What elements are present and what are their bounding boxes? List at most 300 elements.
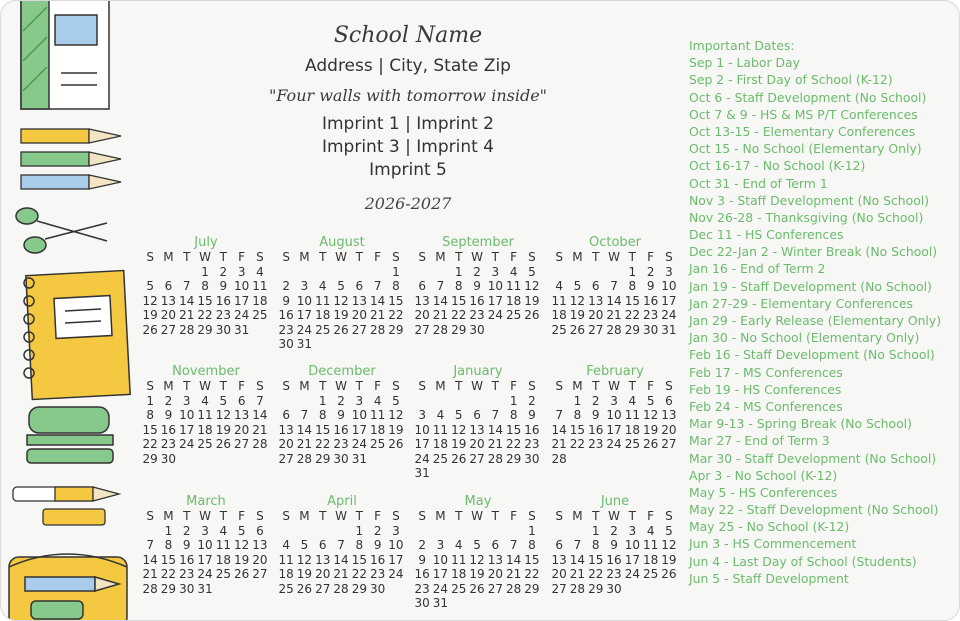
month-days [413, 379, 543, 481]
day-cell: 17 [388, 552, 404, 567]
weekday-label: T [628, 250, 636, 264]
empty-day [413, 394, 431, 409]
day-cell: 13 [661, 408, 677, 422]
day-cell: 17 [606, 422, 622, 437]
day-cell: 10 [432, 552, 449, 567]
important-date-item: Jan 30 - No School (Elementary Only) [689, 330, 920, 346]
day-cell: 15 [505, 422, 522, 437]
weekday-label: T [455, 250, 463, 264]
day-cell: 3 [182, 393, 191, 408]
empty-day [468, 394, 486, 409]
empty-day [141, 265, 159, 280]
day-cell: 15 [142, 422, 158, 437]
day-cell: 14 [179, 293, 195, 308]
weekday-label: S [146, 250, 154, 264]
important-date-item: Oct 16-17 - No School (K-12) [689, 158, 866, 174]
weekday-label: S [392, 509, 400, 523]
important-date-item: Jun 4 - Last Day of School (Students) [689, 553, 917, 569]
day-cell: 28 [569, 581, 586, 596]
empty-day [431, 524, 449, 539]
day-cell: 12 [661, 538, 677, 552]
empty-day [486, 394, 504, 409]
day-cell: 17 [197, 552, 213, 567]
day-cell: 19 [642, 422, 659, 437]
day-cell: 21 [369, 308, 386, 322]
empty-day [295, 265, 313, 280]
day-cell: 8 [591, 538, 600, 552]
month-june [550, 495, 680, 596]
spiral-notebook-icon [24, 271, 130, 400]
weekday-label: S [418, 250, 426, 264]
day-cell: 19 [333, 308, 349, 322]
day-cell: 14 [333, 552, 349, 567]
day-cell: 29 [315, 451, 331, 466]
scissors-icon [16, 208, 107, 253]
day-cell: 30 [642, 322, 659, 337]
pencil-case-icon [9, 554, 127, 621]
day-cell: 11 [551, 293, 567, 308]
day-cell: 20 [160, 308, 177, 322]
day-cell: 3 [610, 393, 618, 408]
weekday-label: W [471, 250, 483, 264]
day-cell: 24 [414, 451, 430, 466]
day-cell: 10 [179, 408, 195, 422]
day-cell: 23 [160, 437, 177, 451]
day-cell: 14 [369, 293, 386, 308]
day-cell: 11 [624, 408, 640, 422]
weekday-label: S [392, 379, 400, 393]
day-cell: 3 [491, 264, 500, 279]
day-cell: 23 [642, 308, 659, 322]
important-dates-title: Important Dates: [689, 38, 795, 53]
day-cell: 2 [418, 538, 426, 552]
day-cell: 24 [351, 437, 367, 451]
day-cell: 14 [142, 552, 158, 567]
day-cell: 25 [315, 322, 331, 337]
day-cell: 13 [315, 552, 331, 567]
weekday-label: F [238, 379, 246, 393]
day-cell: 10 [661, 279, 677, 293]
month-name: December [308, 364, 376, 379]
important-date-item: Jan 16 - End of Term 2 [689, 261, 826, 277]
important-date-item: May 22 - Staff Development (No School) [689, 502, 939, 518]
day-cell: 17 [624, 552, 640, 567]
weekday-label: W [199, 250, 211, 264]
empty-day [277, 265, 295, 280]
important-date-item: Nov 26-28 - Thanksgiving (No School) [689, 209, 924, 225]
day-cell: 18 [278, 567, 294, 581]
school-year: 2026-2027 [364, 194, 452, 213]
weekday-label: F [647, 379, 655, 393]
empty-day [568, 265, 586, 280]
weekday-label: S [555, 379, 563, 393]
day-cell: 31 [296, 337, 313, 351]
day-cell: 24 [179, 437, 195, 451]
day-cell: 3 [201, 523, 209, 538]
day-cell: 30 [333, 451, 349, 466]
day-cell: 18 [451, 567, 467, 581]
day-cell: 26 [233, 567, 250, 581]
day-cell: 4 [282, 538, 290, 552]
day-cell: 19 [469, 567, 485, 581]
day-cell: 19 [388, 422, 404, 437]
day-cell: 10 [624, 538, 640, 552]
day-cell: 14 [432, 293, 449, 308]
day-cell: 6 [164, 279, 173, 293]
day-cell: 7 [146, 538, 154, 552]
day-cell: 23 [215, 308, 231, 322]
empty-day [550, 524, 568, 539]
day-cell: 16 [414, 567, 430, 581]
weekday-label: W [608, 250, 620, 264]
day-cell: 13 [278, 422, 294, 437]
day-cell: 8 [355, 538, 364, 552]
day-cell: 5 [528, 264, 536, 279]
empty-day [295, 394, 313, 409]
day-cell: 26 [661, 567, 677, 581]
day-cell: 26 [215, 437, 231, 451]
weekday-label: W [608, 509, 620, 523]
weekday-label: M [572, 379, 583, 393]
day-cell: 21 [296, 437, 313, 451]
important-date-item: Sep 2 - First Day of School (K-12) [689, 72, 893, 88]
day-cell: 21 [505, 567, 522, 581]
day-cell: 29 [160, 581, 177, 596]
day-cell: 6 [491, 538, 500, 552]
day-cell: 12 [524, 279, 540, 293]
day-cell: 25 [278, 581, 294, 596]
empty-day [314, 524, 332, 539]
empty-day [159, 265, 177, 280]
day-cell: 25 [624, 437, 640, 451]
day-cell: 13 [487, 552, 503, 567]
day-cell: 8 [318, 408, 327, 422]
day-cell: 28 [369, 322, 386, 337]
important-date-item: Jan 29 - Early Release (Elementary Only) [689, 313, 942, 328]
empty-day [450, 524, 468, 539]
day-cell: 26 [333, 322, 349, 337]
weekday-label: M [299, 250, 310, 264]
day-cell: 7 [337, 538, 345, 552]
day-cell: 18 [369, 422, 386, 437]
day-cell: 18 [551, 308, 567, 322]
weekday-label: T [319, 250, 327, 264]
day-cell: 10 [388, 538, 404, 552]
month-days [550, 250, 680, 337]
day-cell: 4 [509, 264, 518, 279]
empty-day [504, 524, 522, 539]
day-cell: 31 [661, 322, 677, 337]
weekday-label: T [628, 379, 636, 393]
month-december [277, 365, 407, 466]
day-cell: 1 [509, 393, 518, 408]
day-cell: 24 [487, 308, 503, 322]
day-cell: 11 [278, 552, 294, 567]
weekday-label: T [355, 379, 363, 393]
day-cell: 26 [524, 308, 540, 322]
weekday-label: F [647, 250, 655, 264]
month-november [141, 365, 271, 466]
month-days [550, 379, 680, 466]
day-cell: 23 [179, 567, 195, 581]
day-cell: 16 [160, 422, 177, 437]
day-cell: 14 [551, 422, 567, 437]
day-cell: 30 [606, 581, 622, 596]
day-cell: 21 [487, 437, 503, 451]
day-cell: 9 [282, 293, 290, 308]
pencil-icon [21, 129, 121, 189]
weekday-label: M [435, 379, 446, 393]
day-cell: 16 [469, 293, 485, 308]
month-name: September [442, 235, 514, 250]
empty-day [431, 265, 449, 280]
day-cell: 15 [588, 552, 604, 567]
weekday-label: M [435, 509, 446, 523]
day-cell: 20 [252, 552, 268, 567]
day-cell: 9 [219, 279, 228, 293]
weekday-label: T [592, 250, 600, 264]
day-cell: 16 [278, 308, 294, 322]
day-cell: 8 [392, 279, 400, 293]
day-cell: 2 [219, 264, 228, 279]
day-cell: 22 [588, 567, 604, 581]
weekday-label: T [183, 250, 191, 264]
weekday-label: T [355, 509, 363, 523]
important-date-item: Mar 9-13 - Spring Break (No School) [689, 416, 912, 432]
day-cell: 12 [215, 408, 231, 422]
day-cell: 16 [642, 293, 659, 308]
day-cell: 12 [296, 552, 313, 567]
day-cell: 9 [591, 408, 600, 422]
weekday-label: T [455, 509, 463, 523]
day-cell: 27 [551, 581, 567, 596]
day-cell: 21 [252, 422, 268, 437]
day-cell: 4 [373, 393, 382, 408]
empty-day [550, 265, 568, 280]
day-cell: 30 [160, 451, 177, 466]
empty-day [277, 394, 295, 409]
day-cell: 19 [215, 422, 231, 437]
month-days [277, 509, 407, 596]
day-cell: 8 [201, 279, 209, 293]
day-cell: 24 [432, 581, 449, 596]
day-cell: 14 [296, 422, 313, 437]
day-cell: 20 [233, 422, 250, 437]
day-cell: 24 [606, 437, 622, 451]
empty-day [587, 265, 605, 280]
day-cell: 30 [179, 581, 195, 596]
empty-day [332, 524, 350, 539]
day-cell: 15 [569, 422, 586, 437]
day-cell: 23 [369, 567, 386, 581]
weekday-label: W [335, 250, 347, 264]
day-cell: 7 [300, 408, 309, 422]
weekday-label: S [665, 379, 673, 393]
weekday-label: S [665, 509, 673, 523]
day-cell: 2 [610, 523, 618, 538]
day-cell: 28 [296, 451, 313, 466]
weekday-label: M [299, 509, 310, 523]
day-cell: 1 [318, 393, 327, 408]
day-cell: 17 [179, 422, 195, 437]
day-cell: 23 [333, 437, 349, 451]
day-cell: 22 [524, 567, 540, 581]
day-cell: 4 [555, 279, 563, 293]
weekday-label: S [256, 509, 264, 523]
day-cell: 19 [524, 293, 540, 308]
day-cell: 29 [524, 581, 540, 596]
day-cell: 30 [414, 596, 430, 610]
day-cell: 10 [197, 538, 213, 552]
day-cell: 4 [256, 264, 264, 279]
day-cell: 27 [160, 322, 177, 337]
weekday-label: F [510, 379, 518, 393]
weekday-label: F [374, 379, 382, 393]
notebook-icon [21, 1, 109, 109]
day-cell: 22 [197, 308, 213, 322]
weekday-label: W [608, 379, 620, 393]
empty-day [350, 265, 368, 280]
day-cell: 4 [646, 523, 655, 538]
day-cell: 25 [451, 581, 467, 596]
day-cell: 29 [588, 581, 604, 596]
empty-day [431, 394, 449, 409]
day-cell: 5 [573, 279, 582, 293]
day-cell: 27 [315, 581, 331, 596]
day-cell: 12 [469, 552, 485, 567]
day-cell: 24 [233, 308, 250, 322]
day-cell: 28 [606, 322, 622, 337]
day-cell: 5 [665, 523, 673, 538]
day-cell: 25 [215, 567, 231, 581]
day-cell: 19 [142, 308, 158, 322]
weekday-label: T [183, 379, 191, 393]
day-cell: 16 [179, 552, 195, 567]
day-cell: 2 [473, 264, 481, 279]
day-cell: 10 [606, 408, 622, 422]
day-cell: 2 [164, 393, 173, 408]
day-cell: 21 [142, 567, 158, 581]
day-cell: 25 [252, 308, 268, 322]
important-date-item: Oct 31 - End of Term 1 [689, 175, 828, 191]
weekday-label: T [319, 509, 327, 523]
day-cell: 25 [369, 437, 386, 451]
weekday-label: S [528, 509, 536, 523]
day-cell: 22 [569, 437, 586, 451]
day-cell: 27 [351, 322, 367, 337]
day-cell: 5 [646, 393, 655, 408]
day-cell: 6 [318, 538, 327, 552]
day-cell: 7 [610, 279, 618, 293]
day-cell: 24 [624, 567, 640, 581]
day-cell: 15 [315, 422, 331, 437]
weekday-label: S [282, 509, 290, 523]
empty-day [468, 524, 486, 539]
weekday-label: W [471, 509, 483, 523]
day-cell: 7 [373, 279, 382, 293]
day-cell: 26 [388, 437, 404, 451]
day-cell: 18 [197, 422, 213, 437]
day-cell: 7 [509, 538, 518, 552]
day-cell: 18 [252, 293, 268, 308]
weekday-label: S [528, 250, 536, 264]
weekday-label: W [199, 379, 211, 393]
day-cell: 14 [505, 552, 522, 567]
day-cell: 13 [351, 293, 367, 308]
day-cell: 11 [451, 552, 467, 567]
day-cell: 17 [351, 422, 367, 437]
day-cell: 13 [160, 293, 177, 308]
day-cell: 1 [392, 264, 400, 279]
day-cell: 4 [454, 538, 463, 552]
day-cell: 19 [233, 552, 250, 567]
day-cell: 5 [146, 279, 154, 293]
month-august [277, 236, 407, 352]
day-cell: 6 [665, 393, 673, 408]
day-cell: 23 [588, 437, 604, 451]
day-cell: 9 [610, 538, 618, 552]
empty-day [141, 524, 159, 539]
empty-day [450, 394, 468, 409]
day-cell: 22 [451, 308, 467, 322]
imprint-line-3: Imprint 5 [369, 160, 447, 180]
day-cell: 5 [454, 408, 463, 422]
day-cell: 16 [606, 552, 622, 567]
weekday-label: F [647, 509, 655, 523]
weekday-label: W [471, 379, 483, 393]
day-cell: 30 [215, 322, 231, 337]
month-days [141, 250, 271, 337]
day-cell: 28 [333, 581, 349, 596]
day-cell: 27 [588, 322, 604, 337]
empty-day [568, 524, 586, 539]
day-cell: 27 [233, 437, 250, 451]
quote: "Four walls with tomorrow inside" [268, 86, 548, 105]
day-cell: 8 [146, 408, 154, 422]
day-cell: 21 [333, 567, 349, 581]
day-cell: 20 [588, 308, 604, 322]
day-cell: 26 [642, 437, 659, 451]
month-days [141, 379, 271, 466]
day-cell: 18 [624, 422, 640, 437]
day-cell: 2 [528, 393, 536, 408]
day-cell: 22 [315, 437, 331, 451]
day-cell: 2 [282, 279, 290, 293]
month-days [277, 250, 407, 352]
day-cell: 30 [278, 337, 294, 351]
day-cell: 16 [333, 422, 349, 437]
empty-day [605, 265, 623, 280]
day-cell: 14 [252, 408, 268, 422]
day-cell: 2 [337, 393, 345, 408]
day-cell: 31 [414, 466, 430, 480]
day-cell: 7 [182, 279, 191, 293]
day-cell: 4 [318, 279, 327, 293]
marker-icon [13, 487, 119, 525]
important-date-item: May 25 - No School (K-12) [689, 519, 850, 535]
month-april [277, 495, 407, 596]
header [223, 19, 593, 216]
day-cell: 18 [315, 308, 331, 322]
day-cell: 20 [661, 422, 677, 437]
day-cell: 23 [469, 308, 485, 322]
day-cell: 27 [661, 437, 677, 451]
month-october [550, 236, 680, 337]
day-cell: 10 [351, 408, 367, 422]
day-cell: 20 [351, 308, 367, 322]
weekday-label: M [435, 250, 446, 264]
day-cell: 29 [624, 322, 640, 337]
